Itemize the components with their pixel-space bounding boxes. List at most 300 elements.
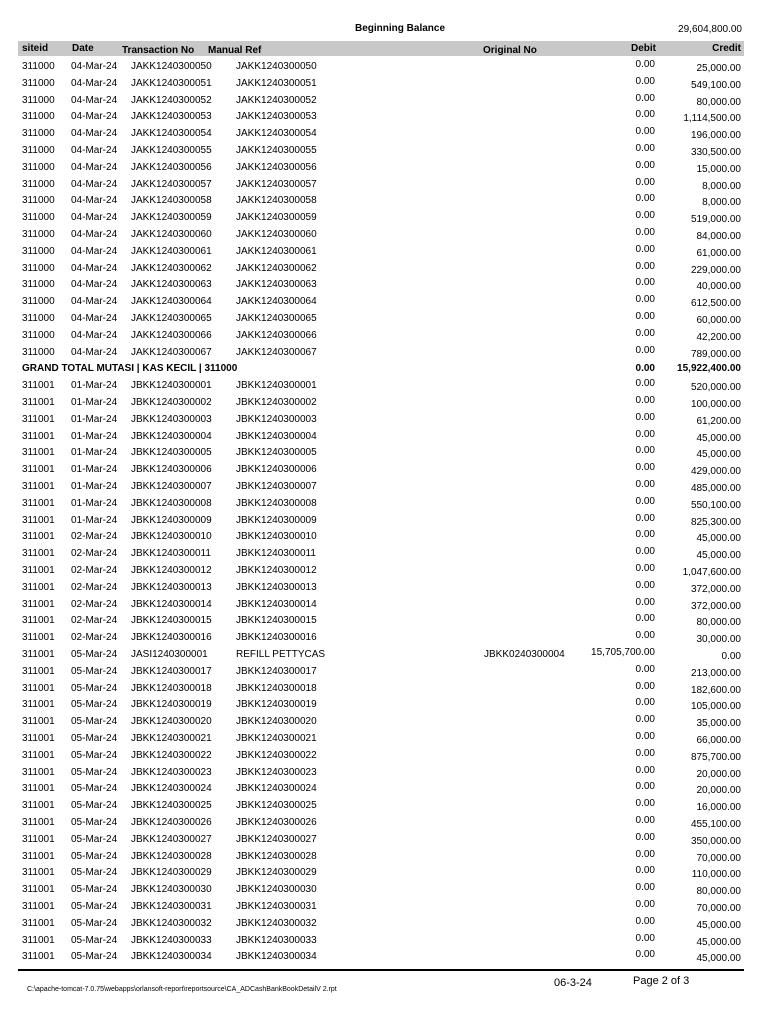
cell-debit: 0.00 [635,815,655,826]
cell-credit: 20,000.00 [696,768,741,780]
cell-siteid: 311000 [22,229,55,240]
beginning-balance-value: 29,604,800.00 [678,24,742,35]
cell-siteid: 311001 [22,447,55,459]
cell-transaction-no: JBKK1240300028 [131,850,212,862]
cell-transaction-no: JAKK1240300063 [131,279,212,291]
cell-credit: 70,000.00 [696,852,741,864]
cell-date: 05-Mar-24 [71,800,118,812]
table-row [0,412,768,429]
cell-credit: 1,114,500.00 [683,113,741,125]
cell-date: 01-Mar-24 [71,481,118,492]
cell-transaction-no: JBKK1240300009 [131,514,212,526]
cell-credit: 8,000.00 [702,197,741,209]
cell-credit: 16,000.00 [696,802,741,814]
cell-manual-ref: JBKK1240300002 [236,397,317,408]
cell-credit: 30,000.00 [696,634,741,646]
cell-siteid: 311001 [22,565,55,576]
cell-debit: 0.00 [635,378,655,390]
cell-transaction-no: JAKK1240300053 [131,111,212,123]
cell-siteid: 311000 [22,279,55,291]
table-row [0,933,768,950]
cell-credit: 455,100.00 [690,819,741,830]
cell-siteid: 311001 [22,733,55,744]
table-row [0,294,768,311]
cell-date: 04-Mar-24 [71,329,118,341]
cell-siteid: 311000 [22,329,55,341]
cell-debit: 0.00 [635,59,655,70]
cell-credit: 42,200.00 [696,331,741,343]
cell-transaction-no: JBKK1240300029 [131,867,212,879]
cell-transaction-no: JBKK1240300011 [131,548,211,560]
cell-date: 02-Mar-24 [71,632,118,644]
cell-date: 04-Mar-24 [71,262,118,274]
cell-credit: 45,000.00 [696,936,741,948]
table-row [0,93,768,110]
cell-transaction-no: JBKK1240300008 [131,497,212,509]
cell-debit: 0.00 [635,798,655,810]
cell-debit: 0.00 [635,109,655,121]
cell-debit: 0.00 [635,731,655,742]
cell-credit: 372,000.00 [690,600,741,612]
cell-debit: 0.00 [635,277,655,289]
table-row [0,109,768,126]
cell-manual-ref: JAKK1240300065 [236,313,317,324]
cell-debit: 0.00 [635,529,655,541]
cell-transaction-no: JBKK1240300016 [131,632,212,644]
cell-credit: 70,000.00 [696,903,741,914]
cell-siteid: 311000 [22,77,55,89]
cell-transaction-no: JASI1240300001 [131,649,208,660]
cell-debit: 0.00 [635,781,655,793]
cell-debit: 0.00 [635,176,655,188]
cell-manual-ref: JBKK1240300011 [236,548,316,560]
cell-credit: 80,000.00 [696,96,741,108]
cell-transaction-no: JBKK1240300013 [131,581,212,593]
cell-siteid: 311001 [22,598,55,610]
cell-date: 05-Mar-24 [71,951,118,963]
cell-debit: 0.00 [635,663,655,675]
cell-debit: 0.00 [635,311,655,322]
cell-transaction-no: JAKK1240300059 [131,212,212,224]
cell-siteid: 311000 [22,128,55,140]
cell-date: 01-Mar-24 [71,397,118,408]
cell-manual-ref: JBKK1240300012 [236,565,317,576]
cell-credit: 45,000.00 [696,449,741,461]
cell-transaction-no: JBKK1240300022 [131,749,212,761]
cell-credit: 15,000.00 [696,163,741,175]
cell-date: 01-Mar-24 [71,380,118,392]
cell-credit: 45,000.00 [696,919,741,931]
cell-credit: 0.00 [721,651,741,662]
cell-credit: 213,000.00 [690,667,741,679]
table-row [0,664,768,681]
cell-debit: 0.00 [635,428,655,440]
cell-credit: 519,000.00 [690,214,741,226]
cell-credit: 350,000.00 [690,835,741,847]
table-row [0,76,768,93]
cell-date: 05-Mar-24 [71,665,118,677]
cell-siteid: 311000 [22,245,55,257]
cell-date: 02-Mar-24 [71,598,118,610]
header-credit: Credit [712,43,741,54]
cell-manual-ref: JBKK1240300023 [236,766,317,778]
report-file-path: C:\apache-tomcat-7.0.75\webapps\orlansoft-report\reportsource\CA_ADCashBankBookDetailV 2.rpt [27,986,337,993]
cell-credit: 330,500.00 [690,147,741,158]
table-row [0,513,768,530]
cell-transaction-no: JAKK1240300056 [131,161,212,173]
cell-manual-ref: JAKK1240300058 [236,195,317,207]
table-row [0,160,768,177]
cell-manual-ref: JBKK1240300024 [236,783,317,795]
cell-siteid: 311000 [22,296,55,308]
grand-total-label: GRAND TOTAL MUTASI | KAS KECIL | 311000 [22,363,238,375]
cell-manual-ref: JBKK1240300017 [236,665,317,677]
cell-debit: 0.00 [635,848,655,860]
cell-siteid: 311001 [22,884,55,896]
cell-siteid: 311000 [22,195,55,207]
cell-siteid: 311001 [22,901,55,912]
table-row [0,143,768,160]
cell-siteid: 311000 [22,262,55,274]
cell-siteid: 311001 [22,413,55,425]
cell-date: 05-Mar-24 [71,682,118,694]
cell-siteid: 311001 [22,749,55,761]
cell-siteid: 311001 [22,649,55,660]
cell-transaction-no: JBKK1240300007 [131,481,212,492]
cell-siteid: 311000 [22,161,55,173]
cell-transaction-no: JBKK1240300032 [131,917,212,929]
cell-date: 01-Mar-24 [71,413,118,425]
cell-manual-ref: JBKK1240300028 [236,850,317,862]
cell-credit: 80,000.00 [696,886,741,898]
cell-credit: 100,000.00 [690,399,741,410]
table-row [0,59,768,76]
table-row [0,815,768,832]
cell-transaction-no: JBKK1240300004 [131,430,212,442]
cell-manual-ref: JAKK1240300062 [236,262,317,274]
cell-debit: 0.00 [635,630,655,642]
table-row [0,227,768,244]
cell-transaction-no: JAKK1240300058 [131,195,212,207]
cell-transaction-no: JAKK1240300052 [131,94,212,106]
cell-debit: 0.00 [635,363,655,375]
cell-manual-ref: JAKK1240300053 [236,111,317,123]
cell-date: 05-Mar-24 [71,884,118,896]
cell-transaction-no: JBKK1240300014 [131,598,212,610]
cell-siteid: 311001 [22,615,55,627]
cell-credit: 84,000.00 [696,231,741,242]
cell-transaction-no: JAKK1240300055 [131,145,212,156]
cell-credit: 66,000.00 [696,735,741,746]
cell-credit: 196,000.00 [690,130,741,142]
cell-debit: 0.00 [635,831,655,843]
cell-debit: 0.00 [635,512,655,524]
cell-transaction-no: JBKK1240300024 [131,783,212,795]
cell-debit: 0.00 [635,395,655,406]
cell-manual-ref: JAKK1240300052 [236,94,317,106]
table-row [0,177,768,194]
cell-date: 05-Mar-24 [71,867,118,879]
cell-date: 04-Mar-24 [71,346,118,358]
cell-transaction-no: JBKK1240300012 [131,565,212,576]
table-row [0,748,768,765]
cell-manual-ref: JAKK1240300051 [236,77,317,89]
cell-transaction-no: JBKK1240300021 [131,733,212,744]
cell-date: 05-Mar-24 [71,649,118,660]
cell-manual-ref: JBKK1240300032 [236,917,317,929]
cell-debit: 0.00 [635,596,655,608]
cell-date: 04-Mar-24 [71,195,118,207]
cell-siteid: 311000 [22,145,55,156]
table-row [0,529,768,546]
cell-transaction-no: JBKK1240300006 [131,464,212,476]
cell-date: 01-Mar-24 [71,514,118,526]
table-row [0,731,768,748]
header-siteid: siteid [22,43,49,54]
cell-siteid: 311001 [22,850,55,862]
cell-credit: 45,000.00 [696,953,741,965]
cell-debit: 0.00 [635,680,655,692]
cell-siteid: 311001 [22,548,55,560]
cell-credit: 520,000.00 [690,382,741,394]
table-row [0,597,768,614]
cell-credit: 40,000.00 [696,281,741,293]
cell-credit: 60,000.00 [696,315,741,326]
table-row [0,882,768,899]
cell-manual-ref: JBKK1240300025 [236,800,317,812]
cell-date: 04-Mar-24 [71,296,118,308]
table-row [0,395,768,412]
cell-date: 05-Mar-24 [71,817,118,828]
cell-debit: 0.00 [635,932,655,944]
cell-manual-ref: JBKK1240300016 [236,632,317,644]
cell-manual-ref: JBKK1240300019 [236,699,317,711]
cell-transaction-no: JAKK1240300061 [131,245,212,257]
cell-date: 04-Mar-24 [71,77,118,89]
header-original-no: Original No [483,45,537,56]
cell-debit: 0.00 [635,243,655,255]
cell-date: 02-Mar-24 [71,531,118,543]
cell-siteid: 311001 [22,917,55,929]
cell-transaction-no: JAKK1240300054 [131,128,212,140]
cell-debit: 0.00 [635,882,655,894]
cell-date: 02-Mar-24 [71,565,118,576]
cell-manual-ref: JBKK1240300003 [236,413,317,425]
cell-transaction-no: JBKK1240300025 [131,800,212,812]
cell-manual-ref: JBKK1240300008 [236,497,317,509]
cell-manual-ref: JAKK1240300067 [236,346,317,358]
table-row [0,445,768,462]
grand-total-row [0,361,768,378]
cell-manual-ref: JAKK1240300061 [236,245,317,257]
cell-manual-ref: JBKK1240300014 [236,598,317,610]
cell-credit: 45,000.00 [696,533,741,545]
cell-manual-ref: JBKK1240300007 [236,481,317,492]
cell-siteid: 311001 [22,380,55,392]
cell-transaction-no: JAKK1240300067 [131,346,212,358]
cell-transaction-no: JBKK1240300030 [131,884,212,896]
cell-siteid: 311001 [22,665,55,677]
print-date: 06-3-24 [554,977,592,989]
cell-debit: 0.00 [635,915,655,927]
cell-credit: 875,700.00 [690,751,741,763]
cell-debit: 0.00 [635,747,655,759]
cell-date: 04-Mar-24 [71,111,118,123]
cell-credit: 372,000.00 [690,583,741,595]
table-row [0,479,768,496]
cell-credit: 182,600.00 [690,684,741,696]
cell-date: 04-Mar-24 [71,279,118,291]
cell-date: 05-Mar-24 [71,733,118,744]
table-row [0,781,768,798]
cell-siteid: 311000 [22,94,55,106]
cell-siteid: 311000 [22,346,55,358]
table-row [0,378,768,395]
cell-manual-ref: JBKK1240300001 [236,380,317,392]
table-row [0,647,768,664]
cell-manual-ref: JBKK1240300034 [236,951,317,963]
cell-siteid: 311001 [22,581,55,593]
table-row [0,832,768,849]
cell-transaction-no: JAKK1240300066 [131,329,212,341]
cell-siteid: 311001 [22,766,55,778]
table-row [0,630,768,647]
cell-debit: 0.00 [635,899,655,910]
cell-transaction-no: JAKK1240300057 [131,178,212,190]
cell-date: 04-Mar-24 [71,145,118,156]
cell-transaction-no: JBKK1240300002 [131,397,212,408]
cell-debit: 0.00 [635,865,655,877]
cell-siteid: 311001 [22,531,55,543]
cell-transaction-no: JBKK1240300031 [131,901,212,912]
cell-manual-ref: JBKK1240300006 [236,464,317,476]
cell-transaction-no: JAKK1240300064 [131,296,212,308]
cell-manual-ref: JAKK1240300060 [236,229,317,240]
table-row [0,546,768,563]
cell-date: 05-Mar-24 [71,850,118,862]
cell-date: 05-Mar-24 [71,749,118,761]
cell-debit: 0.00 [635,579,655,591]
cell-manual-ref: JBKK1240300018 [236,682,317,694]
cell-original-no: JBKK0240300004 [484,649,565,660]
cell-debit: 0.00 [635,613,655,625]
cell-manual-ref: JBKK1240300027 [236,833,317,845]
cell-manual-ref: JBKK1240300029 [236,867,317,879]
cell-manual-ref: JAKK1240300054 [236,128,317,140]
cell-credit: 25,000.00 [696,63,741,74]
cell-manual-ref: JAKK1240300055 [236,145,317,156]
cell-transaction-no: JBKK1240300015 [131,615,212,627]
cell-credit: 20,000.00 [696,785,741,797]
cell-manual-ref: JBKK1240300031 [236,901,317,912]
cell-date: 04-Mar-24 [71,161,118,173]
table-row [0,244,768,261]
cell-transaction-no: JBKK1240300010 [131,531,212,543]
cell-manual-ref: JAKK1240300063 [236,279,317,291]
cell-debit: 0.00 [635,227,655,238]
cell-transaction-no: JBKK1240300033 [131,934,212,946]
cell-siteid: 311001 [22,951,55,963]
table-row [0,916,768,933]
header-transaction-no: Transaction No [122,45,195,56]
table-row [0,462,768,479]
cell-credit: 550,100.00 [690,499,741,511]
table-row [0,949,768,966]
table-row [0,681,768,698]
cell-credit: 110,000.00 [691,869,741,881]
table-row [0,798,768,815]
cell-siteid: 311000 [22,313,55,324]
cell-siteid: 311001 [22,430,55,442]
cell-transaction-no: JBKK1240300019 [131,699,212,711]
cell-debit: 0.00 [635,294,655,306]
cell-debit: 0.00 [635,462,655,474]
table-row [0,865,768,882]
cell-siteid: 311001 [22,833,55,845]
cell-transaction-no: JBKK1240300005 [131,447,212,459]
cell-date: 04-Mar-24 [71,94,118,106]
cell-credit: 1,047,600.00 [682,567,741,578]
cell-credit: 80,000.00 [696,617,741,629]
cell-manual-ref: JBKK1240300005 [236,447,317,459]
cell-debit: 0.00 [635,949,655,961]
cell-manual-ref: JBKK1240300010 [236,531,317,543]
cell-manual-ref: JAKK1240300057 [236,178,317,190]
cell-date: 05-Mar-24 [71,766,118,778]
cell-transaction-no: JBKK1240300034 [131,951,212,963]
cell-manual-ref: JAKK1240300066 [236,329,317,341]
table-row [0,210,768,227]
table-row [0,714,768,731]
cell-credit: 549,100.00 [690,79,741,91]
table-row [0,765,768,782]
cell-date: 02-Mar-24 [71,548,118,560]
cell-manual-ref: JAKK1240300056 [236,161,317,173]
cell-credit: 429,000.00 [690,466,741,478]
cell-credit: 229,000.00 [690,264,741,276]
cell-manual-ref: JBKK1240300030 [236,884,317,896]
cell-debit: 0.00 [635,764,655,776]
cell-transaction-no: JAKK1240300060 [131,229,212,240]
cell-debit: 0.00 [635,327,655,339]
header-debit: Debit [631,43,656,54]
table-row [0,126,768,143]
table-row [0,613,768,630]
cell-date: 02-Mar-24 [71,581,118,593]
cell-date: 01-Mar-24 [71,497,118,509]
cell-manual-ref: JBKK1240300015 [236,615,317,627]
cell-debit: 0.00 [635,126,655,138]
cell-date: 05-Mar-24 [71,783,118,795]
table-row [0,311,768,328]
cell-transaction-no: JAKK1240300050 [131,61,212,72]
cell-manual-ref: JAKK1240300050 [236,61,317,72]
cell-credit: 15,922,400.00 [677,363,741,375]
cell-date: 04-Mar-24 [71,229,118,240]
table-row [0,496,768,513]
cell-manual-ref: JBKK1240300004 [236,430,317,442]
cell-manual-ref: REFILL PETTYCAS [236,649,326,660]
cell-date: 04-Mar-24 [71,313,118,324]
table-row [0,697,768,714]
cell-date: 04-Mar-24 [71,128,118,140]
cell-transaction-no: JBKK1240300026 [131,817,212,828]
page-number: Page 2 of 3 [633,975,690,987]
cell-debit: 0.00 [635,260,655,272]
cell-date: 01-Mar-24 [71,447,118,459]
cell-credit: 35,000.00 [696,718,741,730]
cell-debit: 0.00 [635,479,655,490]
